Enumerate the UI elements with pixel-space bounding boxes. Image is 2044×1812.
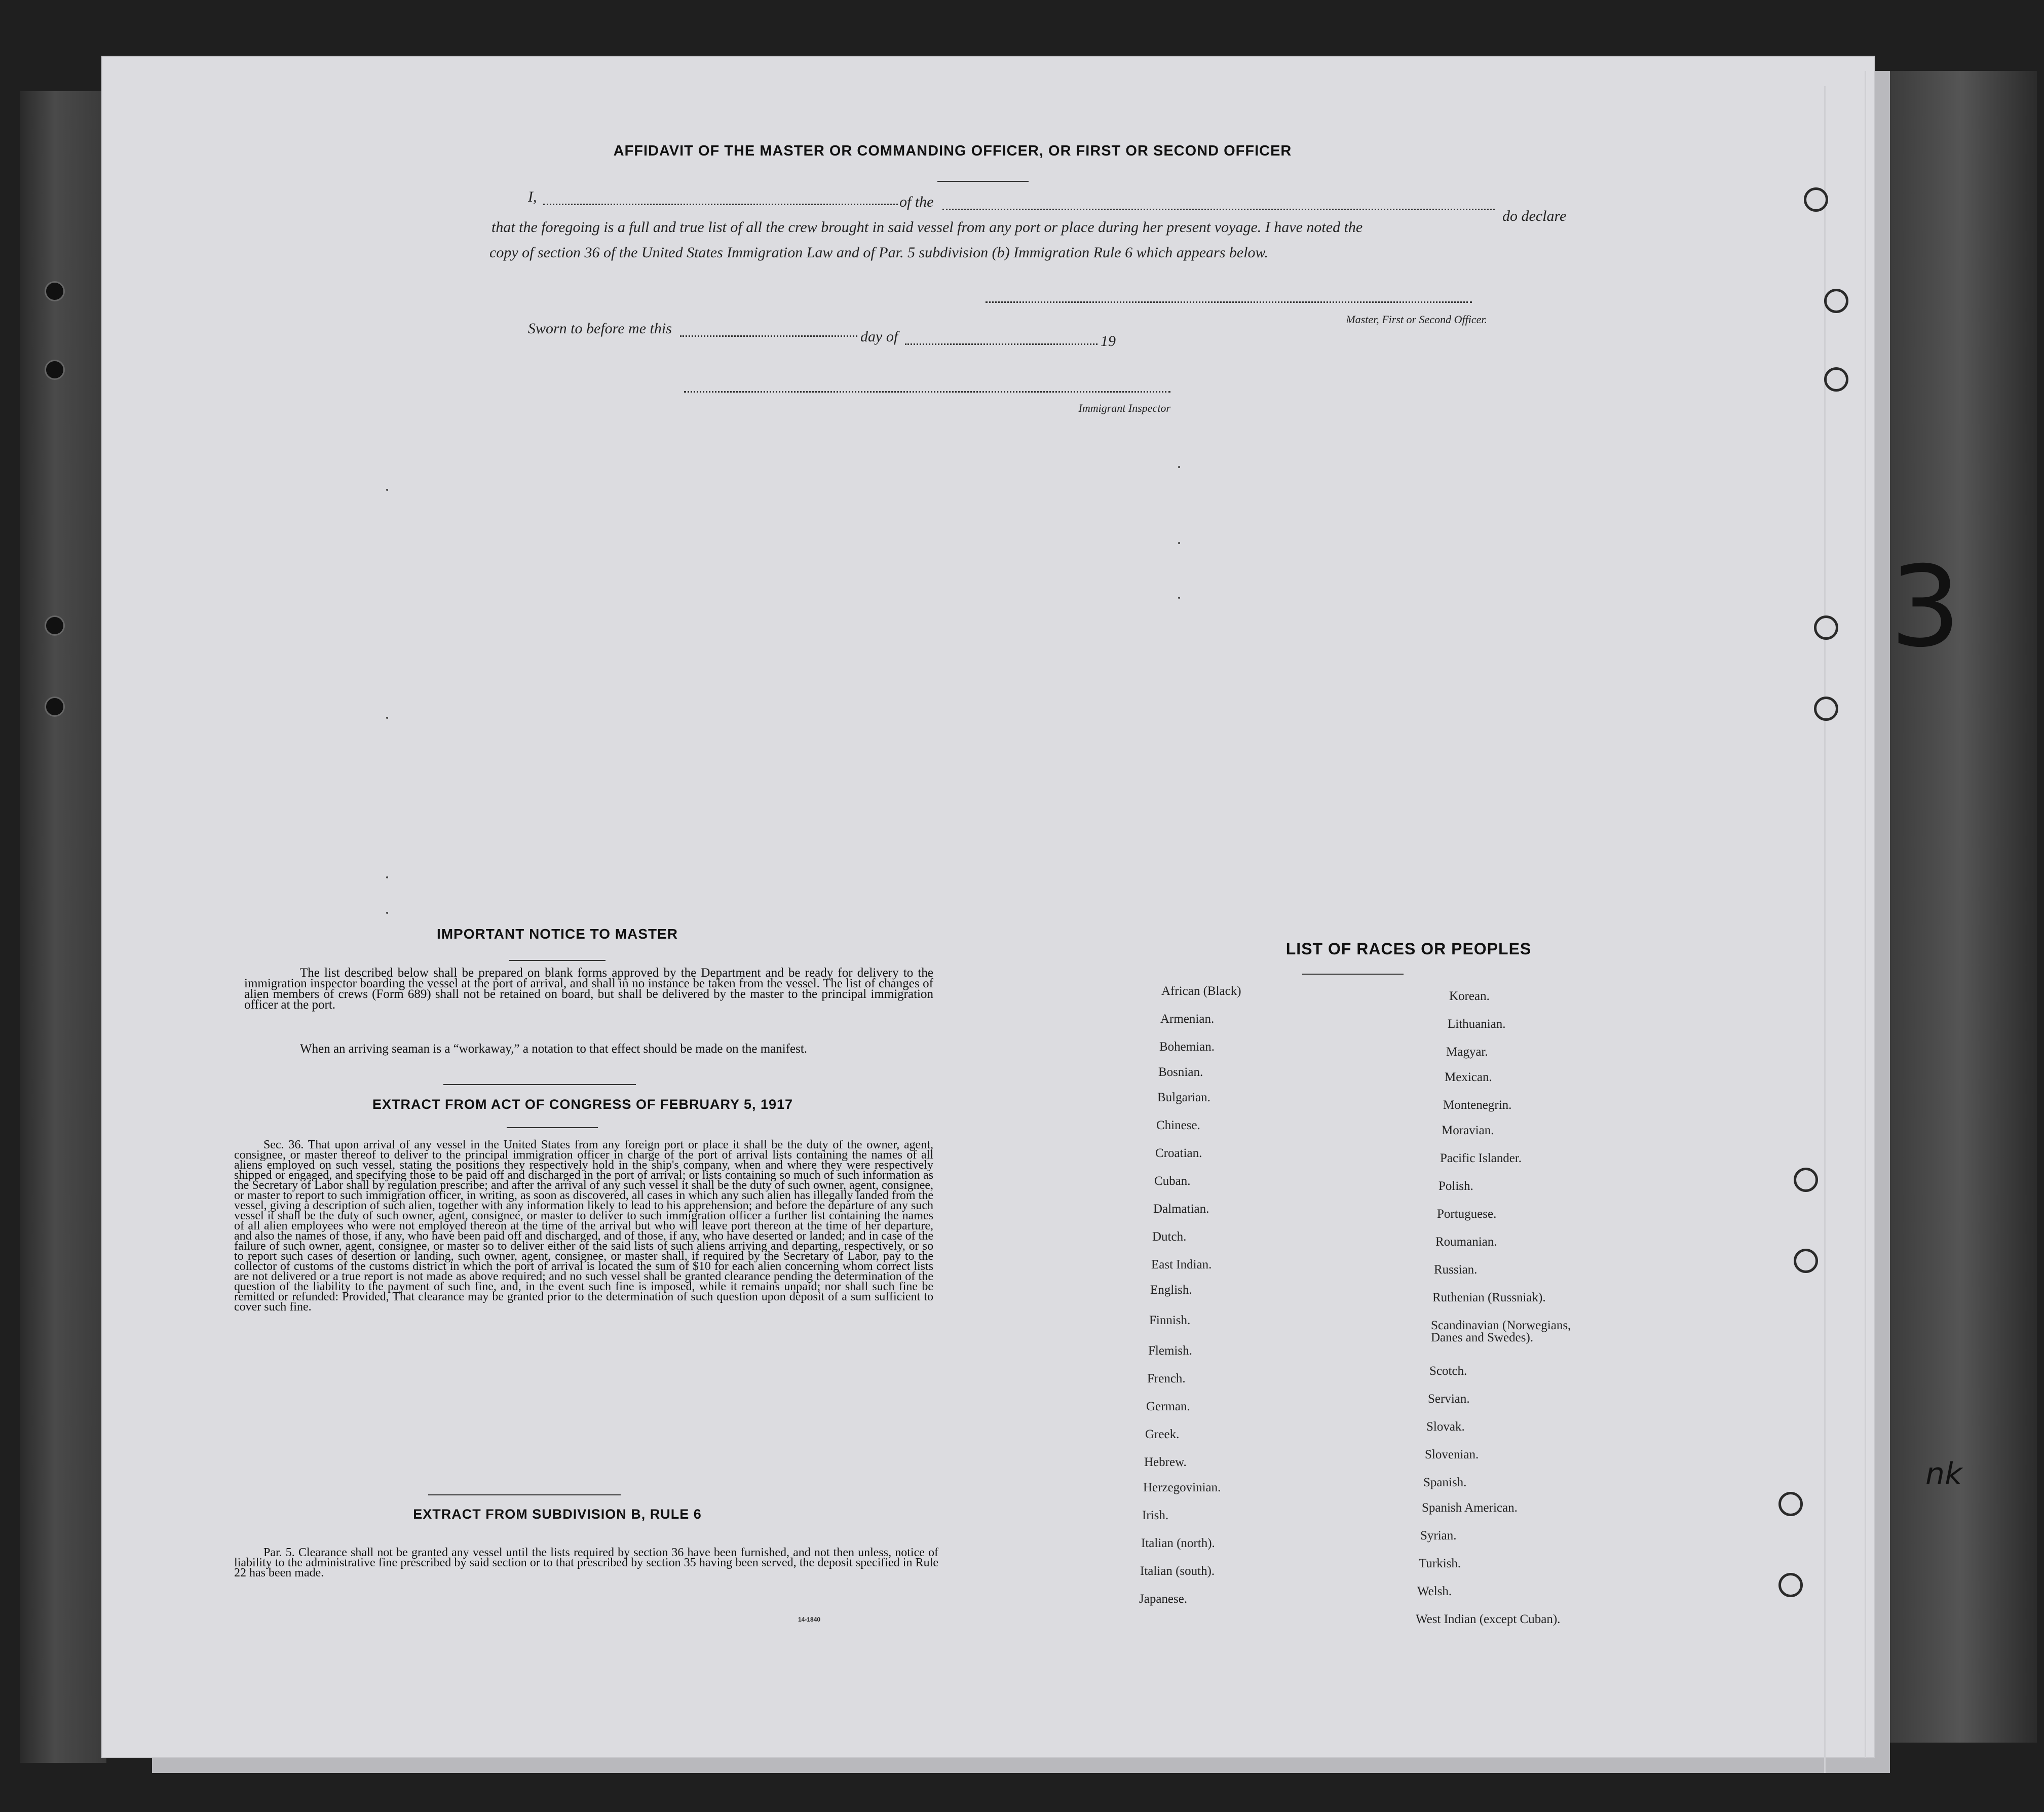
race-item: Italian (south).	[1140, 1564, 1215, 1578]
race-item: Roumanian.	[1435, 1235, 1497, 1249]
notice-title: IMPORTANT NOTICE TO MASTER	[436, 926, 678, 942]
sheet-edge-line	[1865, 71, 1866, 1758]
ring-hole-icon	[1814, 697, 1838, 721]
form-number: 14-1840	[798, 1616, 821, 1623]
speck	[386, 489, 388, 491]
affidavit-title: AFFIDAVIT OF THE MASTER OR COMMANDING OFFICER, OR FIRST OR SECOND OFFICER	[613, 143, 1292, 159]
race-item: Slovak.	[1426, 1420, 1465, 1434]
speck	[386, 876, 388, 878]
race-item: East Indian.	[1151, 1258, 1212, 1271]
race-item: Slovenian.	[1425, 1448, 1479, 1461]
race-item: Chinese.	[1156, 1119, 1200, 1132]
race-item: Greek.	[1145, 1428, 1180, 1441]
races-title: LIST OF RACES OR PEOPLES	[1285, 940, 1532, 958]
day-of-label: day of	[860, 328, 898, 345]
race-item: English.	[1150, 1283, 1192, 1297]
race-item: Dutch.	[1152, 1230, 1187, 1244]
punch-hole-icon	[45, 615, 65, 636]
speck	[386, 912, 388, 914]
race-item: Pacific Islander.	[1440, 1151, 1522, 1165]
race-item: Flemish.	[1148, 1344, 1192, 1358]
form-sheet	[101, 56, 1962, 1758]
affidavit-line-3: copy of section 36 of the United States Immigration Law and of Par. 5 subdivision (b) Immigration Rule 6 which appears below.	[489, 244, 1268, 261]
vessel-name-field[interactable]	[942, 209, 1495, 210]
race-item: Bulgarian.	[1157, 1091, 1210, 1104]
race-item: Turkish.	[1419, 1557, 1461, 1570]
ring-hole-icon	[1804, 187, 1828, 212]
affidavit-line-2: that the foregoing is a full and true list of all the crew brought in said vessel from any port or place during her present voyage. I have noted the	[491, 219, 1363, 236]
master-signature-field[interactable]	[986, 301, 1472, 303]
race-item: African (Black)	[1161, 984, 1241, 998]
inspector-label: Immigrant Inspector	[1078, 402, 1170, 414]
extract-act-rule	[507, 1127, 598, 1128]
race-item: Mexican.	[1445, 1070, 1492, 1084]
race-item: Russian.	[1434, 1263, 1478, 1277]
affidavit-of-the-label: of the	[899, 194, 934, 210]
punch-hole-icon	[45, 697, 65, 717]
notice-rule	[509, 960, 605, 961]
sworn-month-field[interactable]	[905, 343, 1097, 345]
race-item: Magyar.	[1446, 1045, 1488, 1059]
ring-hole-icon	[1794, 1168, 1818, 1192]
ring-hole-icon	[1778, 1492, 1803, 1516]
race-item: Ruthenian (Russniak).	[1432, 1291, 1546, 1304]
section-rule	[443, 1084, 636, 1085]
race-item: Portuguese.	[1437, 1207, 1497, 1221]
ring-hole-icon	[1778, 1573, 1803, 1597]
race-item: Hebrew.	[1144, 1455, 1187, 1469]
affidavit-i-label: I,	[528, 188, 537, 205]
speck	[1178, 466, 1180, 468]
race-item: French.	[1147, 1372, 1186, 1385]
sheet-edge-line	[1824, 86, 1826, 1773]
race-item: Moravian.	[1442, 1124, 1494, 1137]
race-item: Syrian.	[1420, 1529, 1457, 1543]
sworn-label: Sworn to before me this	[528, 320, 672, 337]
notice-paragraph-2: When an arriving seaman is a “workaway,” a notation to that effect should be made on the manifest.	[300, 1042, 808, 1056]
race-item: Armenian.	[1160, 1012, 1215, 1026]
handwritten-edge-mark: nk	[1925, 1456, 1962, 1492]
extract-rule-text: Par. 5. Clearance shall not be granted any vessel until the lists required by section 36 have been furnished, and not then unless, notice of liability to the administrative fine prescribed by said section or to that prescribed by section 35 having been served, the deposit specified in Rule 22 has been made.	[234, 1546, 938, 1579]
ring-hole-icon	[1794, 1249, 1818, 1273]
race-item: Scotch.	[1429, 1364, 1467, 1378]
race-item: Italian (north).	[1141, 1536, 1215, 1550]
race-item: Montenegrin.	[1443, 1098, 1512, 1112]
year-label: 19	[1101, 333, 1116, 350]
section-rule	[428, 1494, 621, 1495]
race-item: Irish.	[1142, 1509, 1169, 1522]
race-item: Dalmatian.	[1153, 1202, 1209, 1216]
race-item: Lithuanian.	[1448, 1017, 1506, 1031]
race-item: Bosnian.	[1158, 1065, 1203, 1079]
extract-rule-title: EXTRACT FROM SUBDIVISION B, RULE 6	[413, 1507, 702, 1522]
notice-paragraph-1: The list described below shall be prepared on blank forms approved by the Department and be ready for delivery to the immigration inspector boarding the vessel at the port of arrival, and shall in no instance be taken from the vessel. The list of changes of alien members of crews (Form 689) shall not be retained on board, but shall be delivered by the master to the principal immigration officer at the port.	[244, 966, 933, 1012]
scanner-left-band	[20, 91, 106, 1763]
speck	[1178, 597, 1180, 599]
affidavit-do-declare: do declare	[1502, 208, 1567, 224]
inspector-signature-field[interactable]	[684, 391, 1170, 393]
race-item: Servian.	[1428, 1392, 1470, 1406]
ring-hole-icon	[1814, 615, 1838, 640]
scanner-right-band	[1885, 71, 2037, 1743]
punch-hole-icon	[45, 281, 65, 301]
race-item: Spanish American.	[1422, 1501, 1518, 1515]
race-item: Cuban.	[1154, 1174, 1191, 1188]
race-item: West Indian (except Cuban).	[1416, 1612, 1561, 1626]
title-rule	[937, 181, 1029, 182]
speck	[386, 717, 388, 719]
race-item: Herzegovinian.	[1143, 1481, 1221, 1494]
sworn-day-field[interactable]	[680, 335, 857, 337]
extract-act-title: EXTRACT FROM ACT OF CONGRESS OF FEBRUARY 5, 1917	[372, 1097, 793, 1112]
race-item: Korean.	[1449, 989, 1490, 1003]
master-signature-label: Master, First or Second Officer.	[1346, 313, 1487, 326]
punch-hole-icon	[45, 360, 65, 380]
race-item: Polish.	[1439, 1179, 1473, 1193]
race-item: Bohemian.	[1159, 1040, 1215, 1054]
race-item: Spanish.	[1423, 1476, 1467, 1489]
ring-hole-icon	[1824, 367, 1848, 392]
race-item: Croatian.	[1155, 1146, 1202, 1160]
race-item: Scandinavian (Norwegians, Danes and Swedes).	[1431, 1319, 1571, 1344]
race-item: Finnish.	[1149, 1314, 1191, 1327]
race-item: German.	[1146, 1400, 1190, 1413]
race-item: Japanese.	[1139, 1592, 1188, 1606]
race-item: Welsh.	[1417, 1585, 1452, 1598]
extract-act-text: Sec. 36. That upon arrival of any vessel in the United States from any foreign port or place it shall be the duty of the owner, agent, consignee, or master thereof to deliver to the principal immigration officer in charge of the port of arrival lists containing the names of all aliens employed on such vessel, stating the positions they respectively hold in the ship's company, when and where they were respectively shipped or engaged, and specifying those to be paid off and discharged in the port of arrival; or lists containing so much of such information as the Secretary of Labor shall by regulation prescribe; and after the arrival of any such vessel it shall be the duty of such owner, agent, consignee, or master to report to such immigration officer, in writing, as soon as discovered, all cases in which any such alien has illegally landed from the vessel, giving a description of such alien, together with any information likely to lead to his apprehension; and before the departure of any such vessel it shall be the duty of such owner, agent, consignee, or master to deliver to such immigration officer a further list containing the names of all alien employees who were not employed thereon at the time of the arrival but who will leave port thereon at the time of her departure, and also the names of those, if any, who have been paid off and discharged, and of those, if any, who have deserted or landed; and in case of the failure of such owner, agent, consignee, or master so to deliver either of the said lists of such aliens arriving and departing, respectively, or so to report such cases of desertion or landing, such owner, agent, consignee, or master shall, if required by the Secretary of Labor, pay to the collector of customs of the customs district in which the port of arrival is located the sum of $10 for each alien concerning whom correct lists are not delivered or a true report is not made as above required; and no such vessel shall be granted clearance pending the determination of the question of the liability to the payment of such fine, and, in the event such fine is imposed, while it remains unpaid; nor shall such fine be remitted or refunded: Provided, That clearance may be granted prior to the determination of such question upon deposit of a sum sufficient to cover such fine.	[234, 1138, 933, 1314]
races-rule	[1302, 974, 1404, 975]
handwritten-page-number: 3	[1890, 542, 1961, 672]
speck	[1178, 542, 1180, 544]
ring-hole-icon	[1824, 289, 1848, 313]
master-name-field[interactable]	[543, 204, 898, 205]
